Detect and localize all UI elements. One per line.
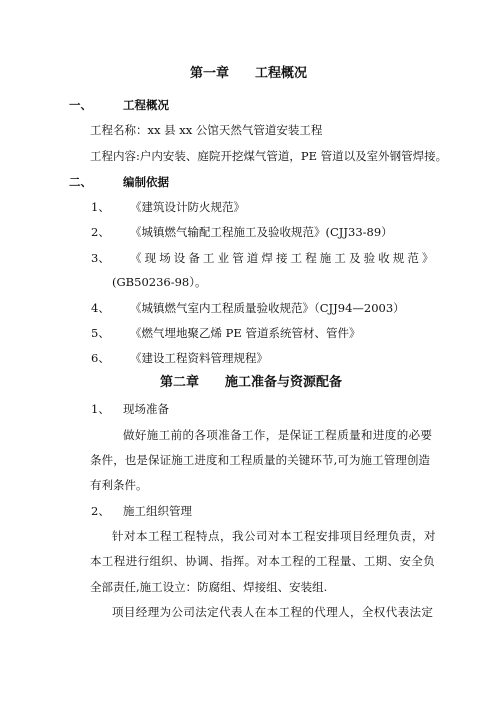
paragraph-line: 有利条件。 (90, 478, 148, 492)
subsection-number: 2、 (91, 504, 110, 518)
reference-item-text: 《燃气埋地聚乙烯 PE 管道系统管材、管件》 (130, 326, 361, 340)
reference-item-text: 《建筑设计防火规范》 (130, 200, 245, 214)
paragraph-line: 全部责任,施工设立：防腐组、焊接组、安装组. (90, 580, 328, 594)
paragraph-line: 做好施工前的各项准备工作，是保证工程质量和进度的必要 (123, 428, 433, 442)
section-2-number: 二、 (69, 175, 92, 189)
reference-item-text: 《建设工程资料管理规程》 (130, 351, 268, 365)
section-1-number: 一、 (69, 98, 92, 112)
subsection-title: 施工组织管理 (123, 504, 192, 518)
reference-item-text: 《现场设备工业管道焊接工程施工及验收规范》 (130, 251, 437, 265)
reference-item-text: 《城镇燃气输配工程施工及验收规范》(CJJ33-89） (130, 225, 393, 239)
subsection-title: 现场准备 (123, 402, 169, 416)
subsection-number: 1、 (91, 402, 110, 416)
paragraph-line: 针对本工程工程特点，我公司对本工程安排项目经理负责，对 (112, 529, 436, 543)
section-1-title: 工程概况 (123, 98, 169, 112)
reference-item-number: 6、 (91, 351, 110, 365)
paragraph-line: 条件，也是保证施工进度和工程质量的关键环节,可为施工管理创造 (90, 453, 431, 467)
project-name: 工程名称：xx 县 xx 公馆天然气管道安装工程 (90, 123, 323, 137)
project-content: 工程内容:户内安装、庭院开挖煤气管道，PE 管道以及室外钢管焊接。 (90, 149, 448, 163)
chapter-1-title: 第一章 工程概况 (190, 66, 308, 81)
reference-item-number: 4、 (91, 301, 110, 315)
reference-item-number: 2、 (91, 225, 110, 239)
reference-item-continuation: (GB50236-98）。 (112, 275, 207, 289)
paragraph-line: 项目经理为公司法定代表人在本工程的代理人，全权代表法定 (112, 605, 434, 619)
reference-item-text: 《城镇燃气室内工程质量验收规范》（CJJ94—2003） (130, 301, 405, 315)
reference-item-number: 1、 (91, 200, 110, 214)
section-2-title: 编制依据 (123, 175, 169, 189)
reference-item-number: 5、 (91, 326, 110, 340)
reference-item-number: 3、 (91, 251, 110, 265)
chapter-2-title: 第二章 施工准备与资源配备 (160, 375, 343, 390)
paragraph-line: 本工程进行组织、协调、指挥。对本工程的工程量、工期、安全负 (90, 554, 436, 568)
